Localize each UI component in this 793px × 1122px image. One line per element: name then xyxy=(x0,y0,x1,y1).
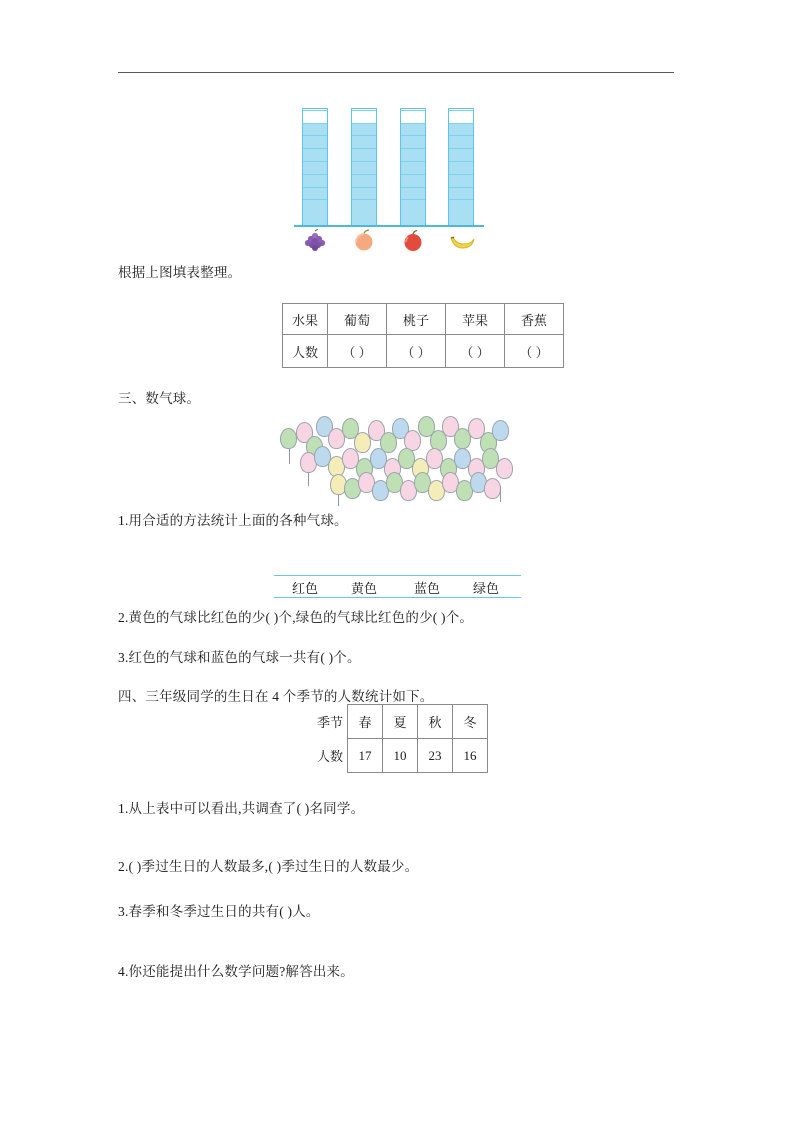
season-header-spring: 春 xyxy=(348,705,383,739)
balloon-cluster xyxy=(272,408,522,503)
bar-apple xyxy=(400,108,426,226)
section-four-heading: 四、三年级同学的生日在 4 个季节的人数统计如下。 xyxy=(118,689,434,704)
table-row xyxy=(283,335,564,368)
bar-segment xyxy=(449,135,473,148)
bar-grape xyxy=(302,108,328,226)
banana-icon xyxy=(448,229,474,253)
color-header-red: 红色 xyxy=(292,581,319,596)
bar-segment xyxy=(449,187,473,200)
section-three-heading: 三、数气球。 xyxy=(118,391,201,406)
bar-segment xyxy=(449,148,473,161)
fruit-table xyxy=(282,303,564,368)
fruit-answer-blank-3[interactable]: （ ） xyxy=(446,335,505,368)
bar-segment xyxy=(352,212,376,225)
bar-segment xyxy=(449,110,473,123)
season-table-header-label: 季节 xyxy=(313,705,348,739)
season-question-4: 4.你还能提出什么数学问题?解答出来。 xyxy=(118,964,354,979)
bar-segment xyxy=(352,199,376,212)
chart-axis xyxy=(294,225,484,227)
bar-banana xyxy=(448,108,474,226)
bar-segment xyxy=(303,123,327,136)
bar-segment xyxy=(303,174,327,187)
bar-segment xyxy=(449,199,473,212)
season-value-summer: 10 xyxy=(383,739,418,773)
bar-segment xyxy=(352,148,376,161)
season-header-summer: 夏 xyxy=(383,705,418,739)
color-header-blue: 蓝色 xyxy=(414,581,441,596)
balloon-question-3: 3.红色的气球和蓝色的气球一共有( )个。 xyxy=(118,650,361,665)
bar-segment xyxy=(303,110,327,123)
fruit-instruction: 根据上图填表整理。 xyxy=(118,265,242,280)
balloon-question-2: 2.黄色的气球比红色的少( )个,绿色的气球比红色的少( )个。 xyxy=(118,610,474,625)
bar-segment xyxy=(352,161,376,174)
bar-segment xyxy=(449,212,473,225)
color-header-yellow: 黄色 xyxy=(351,581,378,596)
bar-segment xyxy=(352,135,376,148)
season-table-row-label: 人数 xyxy=(313,739,348,773)
fruit-table-header-2: 桃子 xyxy=(387,304,446,335)
bar-segment xyxy=(401,174,425,187)
color-table-top-rule xyxy=(274,575,521,576)
season-header-winter: 冬 xyxy=(453,705,488,739)
season-question-1: 1.从上表中可以看出,共调查了( )名同学。 xyxy=(118,801,365,816)
grape-icon xyxy=(302,229,328,253)
season-question-3: 3.春季和冬季过生日的共有( )人。 xyxy=(118,904,320,919)
bar-segment xyxy=(303,212,327,225)
bar-segment xyxy=(401,161,425,174)
bar-segment xyxy=(352,110,376,123)
bar-segment xyxy=(352,187,376,200)
bar-segment xyxy=(303,199,327,212)
fruit-table-header-3: 苹果 xyxy=(446,304,505,335)
apple-icon xyxy=(400,229,426,253)
bar-segment xyxy=(401,148,425,161)
season-value-winter: 16 xyxy=(453,739,488,773)
color-table-bottom-rule xyxy=(274,597,521,598)
bar-segment xyxy=(352,123,376,136)
season-value-spring: 17 xyxy=(348,739,383,773)
fruit-table-row-label: 人数 xyxy=(283,335,328,368)
peach-icon xyxy=(351,229,377,253)
bar-segment xyxy=(303,187,327,200)
season-table xyxy=(313,704,488,773)
bar-segment xyxy=(352,174,376,187)
bar-segment xyxy=(449,161,473,174)
bar-segment xyxy=(401,110,425,123)
bar-segment xyxy=(303,161,327,174)
table-row-header xyxy=(283,304,564,335)
bar-segment xyxy=(401,123,425,136)
bar-segment xyxy=(401,187,425,200)
bar-peach xyxy=(351,108,377,226)
bar-segment xyxy=(401,135,425,148)
table-row xyxy=(313,739,488,773)
season-header-autumn: 秋 xyxy=(418,705,453,739)
top-divider xyxy=(118,72,674,73)
fruit-answer-blank-4[interactable]: （ ） xyxy=(505,335,564,368)
fruit-table-header-0: 水果 xyxy=(283,304,328,335)
fruit-icon-row xyxy=(296,229,486,255)
fruit-bar-chart xyxy=(298,98,480,226)
bar-segment xyxy=(401,212,425,225)
bar-segment xyxy=(401,199,425,212)
bar-segment xyxy=(449,123,473,136)
bar-segment xyxy=(303,135,327,148)
fruit-table-header-4: 香蕉 xyxy=(505,304,564,335)
season-question-2: 2.( )季过生日的人数最多,( )季过生日的人数最少。 xyxy=(118,859,419,874)
fruit-table-header-1: 葡萄 xyxy=(328,304,387,335)
color-header-green: 绿色 xyxy=(473,581,500,596)
balloon-question-1: 1.用合适的方法统计上面的各种气球。 xyxy=(118,513,348,528)
fruit-answer-blank-1[interactable]: （ ） xyxy=(328,335,387,368)
table-row-header xyxy=(313,705,488,739)
bar-segment xyxy=(449,174,473,187)
bar-segment xyxy=(303,148,327,161)
fruit-answer-blank-2[interactable]: （ ） xyxy=(387,335,446,368)
season-value-autumn: 23 xyxy=(418,739,453,773)
